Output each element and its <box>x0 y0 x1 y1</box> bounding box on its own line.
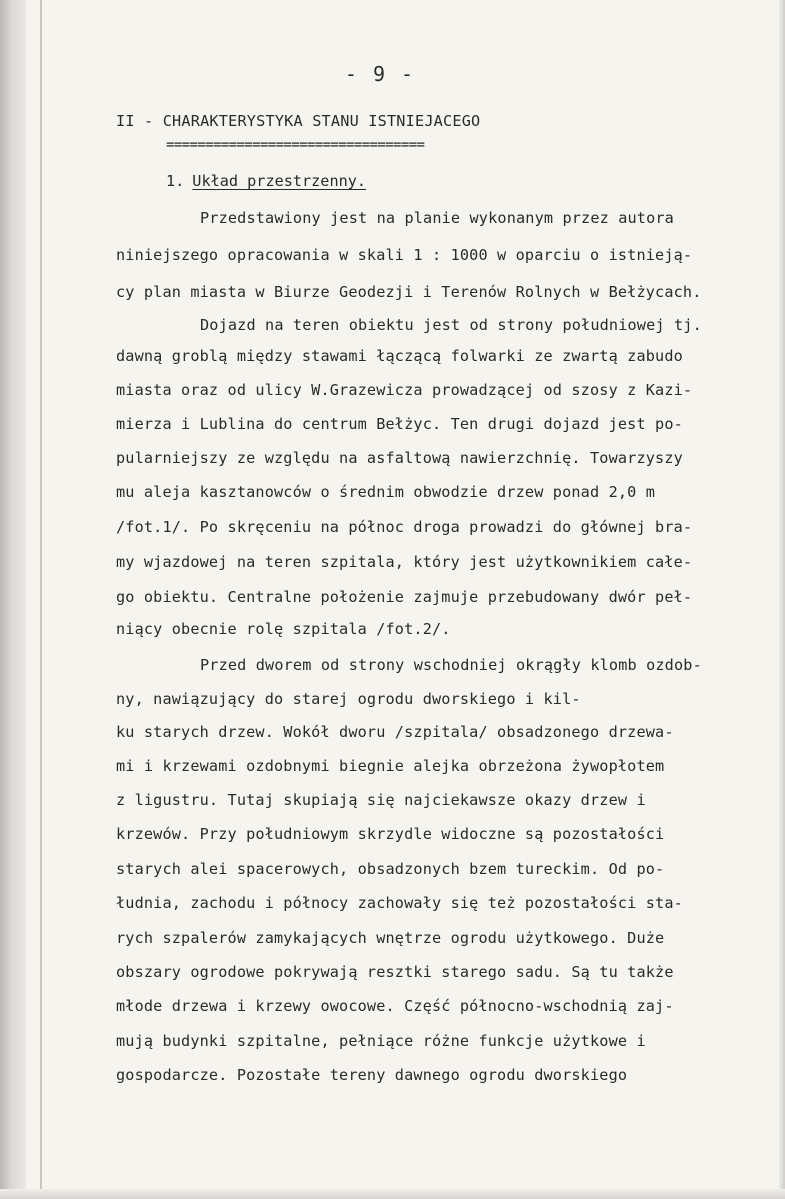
subsection-number: 1. <box>166 172 185 190</box>
page-left-shadow <box>0 0 26 1199</box>
text-line: mu aleja kasztanowców o średnim obwodzie drzew ponad 2,0 m <box>116 483 656 501</box>
page-number: - 9 - <box>344 62 416 86</box>
page-bottom-edge <box>0 1189 785 1199</box>
text-line: mi i krzewami ozdobnymi biegnie alejka obrzeżona żywopłotem <box>116 757 665 775</box>
text-line: gospodarcze. Pozostałe tereny dawnego ogrodu dworskiego <box>116 1066 628 1084</box>
text-line: z ligustru. Tutaj skupiają się najciekawsze okazy drzew i <box>116 791 646 809</box>
text-line: /fot.1/. Po skręceniu na północ droga prowadzi do głównej bra- <box>116 518 693 536</box>
text-line: starych alei spacerowych, obsadzonych bzem tureckim. Od po- <box>116 860 665 878</box>
text-line: ny, nawiązujący do starej ogrodu dworskiego i kil- <box>116 690 581 708</box>
text-line: go obiektu. Centralne położenie zajmuje przebudowany dwór peł- <box>116 588 693 606</box>
text-line: młode drzewa i krzewy owocowe. Część północno-wschodnią zaj- <box>116 997 674 1015</box>
text-line: Przedstawiony jest na planie wykonanym przez autora <box>200 209 674 227</box>
text-line: niący obecnie rolę szpitala /fot.2/. <box>116 620 451 638</box>
text-line: łudnia, zachodu i północy zachowały się też pozostałości sta- <box>116 894 683 912</box>
text-line: rych szpalerów zamykających wnętrze ogrodu użytkowego. Duże <box>116 929 665 947</box>
text-line: Dojazd na teren obiektu jest od strony południowej tj. <box>200 316 702 334</box>
section-heading: II - CHARAKTERYSTYKA STANU ISTNIEJACEGO <box>116 112 481 130</box>
text-line: niniejszego opracowania w skali 1 : 1000 w oparciu o istnieją- <box>116 246 693 264</box>
text-line: my wjazdowej na teren szpitala, który jest użytkownikiem całe- <box>116 553 693 571</box>
subsection-title: Układ przestrzenny. <box>192 172 367 190</box>
page-right-edge <box>779 0 785 1199</box>
text-line: mierza i Lublina do centrum Bełżyc. Ten drugi dojazd jest po- <box>116 415 683 433</box>
text-line: mują budynki szpitalne, pełniące różne funkcje użytkowe i <box>116 1032 646 1050</box>
text-line: miasta oraz od ulicy W.Grazewicza prowadzącej od szosy z Kazi- <box>116 381 693 399</box>
text-line: krzewów. Przy południowym skrzydle widoczne są pozostałości <box>116 825 665 843</box>
subsection-heading <box>166 172 366 190</box>
binding-line <box>40 0 42 1199</box>
section-heading-underline: ================================= <box>166 137 425 153</box>
text-line: cy plan miasta w Biurze Geodezji i Terenów Rolnych w Bełżycach. <box>116 283 702 301</box>
text-line: ku starych drzew. Wokół dworu /szpitala/ obsadzonego drzewa- <box>116 723 674 741</box>
text-line: dawną groblą między stawami łączącą folwarki ze zwartą zabudo <box>116 347 683 365</box>
text-line: obszary ogrodowe pokrywają resztki starego sadu. Są tu także <box>116 963 674 981</box>
text-line: Przed dworem od strony wschodniej okrągły klomb ozdob- <box>200 656 702 674</box>
text-line: pularniejszy ze względu na asfaltową nawierzchnię. Towarzyszy <box>116 449 683 467</box>
